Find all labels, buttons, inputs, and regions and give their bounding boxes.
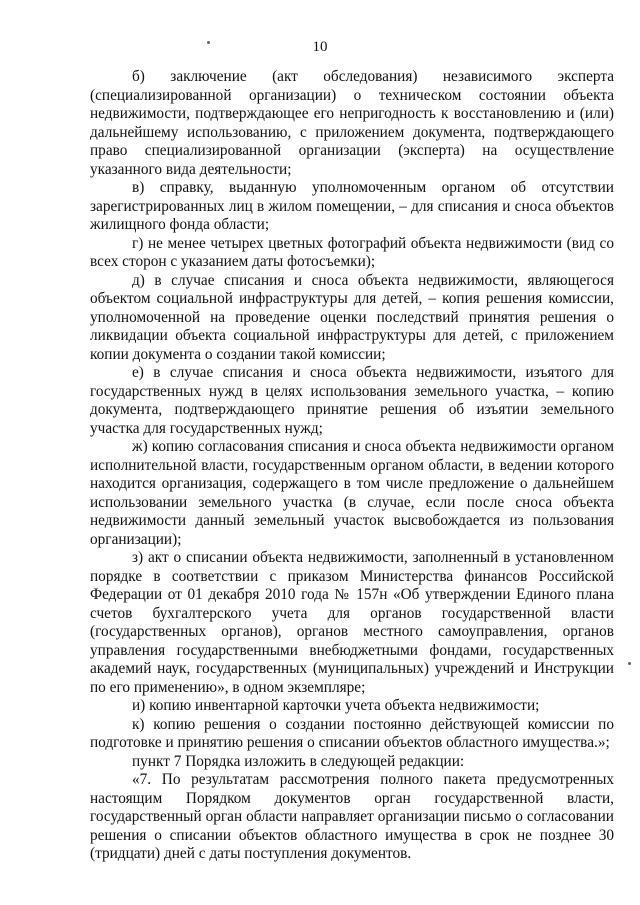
paragraph-k: к) копию решения о создании постоянно действующей комиссии по подготовке и принятию решения о списании объектов областного имущества.»; <box>90 715 614 751</box>
page-number: 10 <box>312 39 328 55</box>
paragraph-i: и) копию инвентарной карточки учета объекта недвижимости; <box>132 697 540 714</box>
paragraph-zh: ж) копию согласования списания и сноса объекта недвижимости органом исполнительной власти, государственным органом области, в ведении которого находится организация, содержащего в том числе предложение о дальнейшем использовании земельного участка (в случае, если после сноса объекта недвижимости данный земельный участок высвобождается из пользования организации); <box>90 438 614 548</box>
paragraph-b: б) заключение (акт обследования) независимого эксперта (специализированной организации) о техническом состоянии объекта недвижимости, подтверждающее его непригодность к восстановлению и (или) дальнейшему использованию, с приложением документа, подтверждающего право специализированной организации (эксперта) на осуществление указанного вида деятельности; <box>90 68 614 178</box>
paragraph-z: з) акт о списании объекта недвижимости, заполненный в установленном порядке в соответствии с приказом Министерства финансов Российской Федерации от 01 декабря 2010 года № 157н «Об утверждении Единого плана счетов бухгалтерского учета для органов государственной власти (государственных органов), органов местного самоуправления, органов управления государственными внебюджетными фондами, государственных академий наук, государственных (муниципальных) учреждений и Инструкции по его применению», в одном экземпляре; <box>90 549 614 696</box>
paragraph-e: е) в случае списания и сноса объекта недвижимости, изъятого для государственных нужд в целях использования земельного участка, – копию документа, подтверждающего принятие решения об изъятии земельного участка для государственных нужд; <box>90 364 614 437</box>
scan-speck <box>628 662 631 665</box>
paragraph-point-7: «7. По результатам рассмотрения полного пакета предусмотренных настоящим Порядком документов орган государственной власти, государственный орган области направляет организации письмо о согласовании решения о списании объектов областного имущества в срок не позднее 30 (тридцати) дней с даты поступления документов. <box>90 771 614 862</box>
paragraph-d: д) в случае списания и сноса объекта недвижимости, являющегося объектом социальной инфраструктуры для детей, – копия решения комиссии, уполномоченной на проведение оценки последствий принятия решения о ликвидации объекта социальной инфраструктуры для детей, с приложением копии документа о создании такой комиссии; <box>90 271 614 363</box>
document-body <box>90 68 614 864</box>
scan-speck <box>207 41 210 44</box>
paragraph-g: г) не менее четырех цветных фотографий объекта недвижимости (вид со всех сторон с указанием даты фотосъемки); <box>90 234 614 270</box>
paragraph-v: в) справку, выданную уполномоченным органом об отсутствии зарегистрированных лиц в жилом помещении, – для списания и сноса объектов жилищного фонда области; <box>90 179 614 233</box>
paragraph-point-7-intro: пункт 7 Порядка изложить в следующей редакции: <box>132 752 465 770</box>
